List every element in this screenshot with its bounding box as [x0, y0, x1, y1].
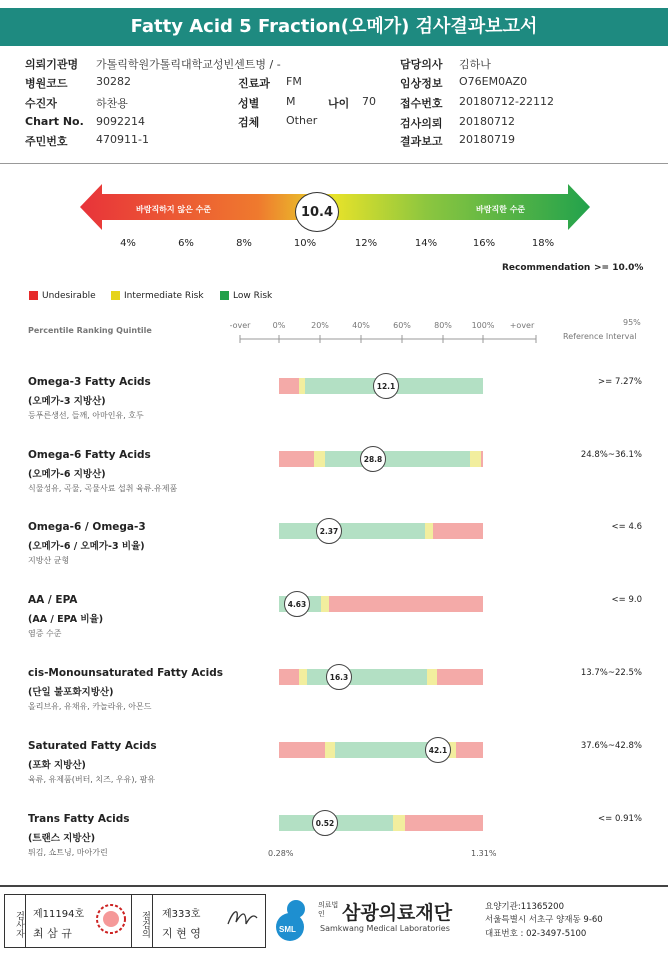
trans-min-label: 0.28%: [268, 849, 294, 858]
report-label: 결과보고: [400, 135, 443, 148]
undesirable-segment: [456, 742, 483, 758]
report-title: Fatty Acid 5 Fraction(오메가) 검사결과보고서: [0, 8, 668, 46]
reference-interval: 37.6%~42.8%: [580, 741, 642, 751]
intermediate-segment: [427, 669, 437, 685]
low-risk-segment: [307, 669, 427, 685]
row-description: 올리브유, 유채유, 카놀라유, 아몬드: [28, 702, 152, 711]
range-bar: [279, 742, 483, 758]
row-name: Saturated Fatty Acids: [28, 740, 157, 752]
reviewer-signature: [224, 904, 260, 934]
tester-label: 검사자: [4, 894, 26, 948]
row-description: 염증 수준: [28, 629, 62, 638]
dept-label: 진료과: [238, 77, 270, 90]
undesirable-segment: [481, 451, 483, 467]
index-tick-label: 6%: [178, 238, 194, 249]
specimen-label: 검체: [238, 116, 260, 129]
recommendation-value: >= 10.0%: [594, 263, 644, 273]
row-name: Trans Fatty Acids: [28, 813, 130, 825]
result-value-marker: 2.37: [316, 518, 342, 544]
undesirable-level-text: 바람직하지 않은 수준: [136, 205, 212, 214]
scale-tick-label: +over: [509, 321, 535, 330]
desirable-level-text: 바람직한 수준: [476, 205, 526, 214]
row-description: 육류, 유제품(버터, 치즈, 우유), 팜유: [28, 775, 156, 784]
row-subtitle: (오메가-3 지방산): [28, 396, 106, 407]
low-risk-segment: [325, 451, 470, 467]
doctor-value: 김하나: [459, 58, 491, 71]
intermediate-segment: [470, 451, 481, 467]
range-bar: [279, 523, 483, 539]
index-tick-label: 8%: [236, 238, 252, 249]
scale-tick-label: 80%: [434, 321, 452, 330]
reference-interval: >= 7.27%: [598, 377, 642, 387]
undesirable-segment: [279, 669, 299, 685]
undesirable-segment: [279, 378, 299, 394]
row-subtitle: (트랜스 지방산): [28, 833, 96, 844]
omega-index-score: 10.4: [295, 192, 339, 232]
scale-tick-label: -over: [229, 321, 251, 330]
reference-interval: <= 9.0: [611, 595, 642, 605]
org-label: 의뢰기관명: [25, 58, 79, 71]
index-tick-label: 18%: [531, 238, 555, 249]
low-risk-legend: Low Risk: [233, 291, 273, 301]
sex-label: 성별: [238, 97, 260, 110]
row-name: cis-Monounsaturated Fatty Acids: [28, 667, 224, 679]
address: 서울특별시 서초구 양재동 9-60: [485, 915, 603, 925]
clinical-value: O76EM0AZ0: [459, 75, 528, 88]
scale-tick-label: 40%: [352, 321, 370, 330]
intermediate-segment: [393, 815, 405, 831]
intermediate-segment: [321, 596, 329, 612]
phone: 대표번호 : 02-3497-5100: [485, 929, 587, 939]
agency-no: 요양기관:11365200: [485, 902, 564, 912]
result-value-marker: 16.3: [326, 664, 352, 690]
result-value-marker: 4.63: [284, 591, 310, 617]
row-subtitle: (단일 불포화지방산): [28, 687, 114, 698]
undesirable-segment: [329, 596, 483, 612]
undesirable-segment: [437, 669, 483, 685]
result-value-marker: 12.1: [373, 373, 399, 399]
chart-value: 9092214: [96, 115, 145, 128]
patient-label: 수진자: [25, 97, 57, 110]
intermediate-segment: [314, 451, 325, 467]
recommendation-label: Recommendation: [502, 263, 591, 273]
scale-tick-label: 20%: [311, 321, 329, 330]
code-value: 30282: [96, 75, 131, 88]
range-bar: [279, 669, 483, 685]
undesirable-segment: [279, 742, 325, 758]
ref-line1: 95%: [623, 318, 641, 327]
index-tick-label: 14%: [414, 238, 438, 249]
low-risk-swatch: [220, 291, 229, 300]
chart-label: Chart No.: [25, 115, 84, 128]
scale-tick-label: 100%: [471, 321, 495, 330]
undesirable-segment: [433, 523, 483, 539]
row-subtitle: (AA / EPA 비율): [28, 614, 104, 625]
intermediate-legend: Intermediate Risk: [124, 291, 204, 301]
request-value: 20180712: [459, 115, 515, 128]
org-name: 삼광의료재단: [342, 902, 453, 924]
result-value-marker: 28.8: [360, 446, 386, 472]
specimen-value: Other: [286, 114, 318, 127]
reference-interval: 13.7%~22.5%: [580, 668, 642, 678]
patient-value: 하찬용: [96, 97, 128, 110]
org-small: 의료법인: [318, 901, 339, 918]
undesirable-swatch: [29, 291, 38, 300]
scale-label: Percentile Ranking Quintile: [28, 326, 152, 335]
reference-interval: 24.8%~36.1%: [580, 450, 642, 460]
request-label: 검사의뢰: [400, 117, 443, 130]
doctor-label: 담당의사: [400, 58, 443, 71]
reviewer-name: 지 현 영: [162, 927, 201, 940]
row-name: Omega-3 Fatty Acids: [28, 376, 151, 388]
intermediate-swatch: [111, 291, 120, 300]
reference-interval: <= 0.91%: [598, 814, 642, 824]
age-value: 70: [362, 95, 376, 108]
result-value-marker: 0.52: [312, 810, 338, 836]
reviewer-no: 제333호: [162, 909, 201, 920]
scale-axis: [238, 335, 538, 343]
undesirable-legend: Undesirable: [42, 291, 96, 301]
scale-tick-label: 60%: [393, 321, 411, 330]
age-label: 나이: [328, 97, 350, 110]
tester-no: 제11194호: [33, 909, 85, 920]
reference-interval: <= 4.6: [611, 522, 642, 532]
range-bar: [279, 815, 483, 831]
sml-logo: [272, 897, 314, 943]
undesirable-segment: [405, 815, 483, 831]
footer-divider: [0, 885, 668, 887]
reviewer-label: 점검의: [131, 894, 153, 948]
id-value: 470911-1: [96, 133, 149, 146]
row-name: AA / EPA: [28, 594, 78, 606]
index-tick-label: 12%: [354, 238, 378, 249]
row-name: Omega-6 Fatty Acids: [28, 449, 151, 461]
row-description: 등푸른생선, 들깨, 아마인유, 호두: [28, 411, 144, 420]
reception-label: 접수번호: [400, 97, 443, 110]
row-subtitle: (포화 지방산): [28, 760, 86, 771]
undesirable-segment: [279, 451, 314, 467]
trans-max-label: 1.31%: [471, 849, 497, 858]
ref-line2: Reference Interval: [563, 332, 637, 341]
id-label: 주민번호: [25, 135, 68, 148]
row-description: 식물성유, 곡물, 곡물사료 섭취 육류.유제품: [28, 484, 178, 493]
scale-tick-label: 0%: [272, 321, 286, 330]
intermediate-segment: [325, 742, 335, 758]
intermediate-segment: [299, 669, 307, 685]
reception-value: 20180712-22112: [459, 95, 554, 108]
tester-name: 최 삼 규: [33, 927, 72, 940]
org-value: 가톨릭학원가톨릭대학교성빈센트병 / -: [96, 58, 281, 71]
row-subtitle: (오메가-6 / 오메가-3 비율): [28, 541, 145, 552]
clinical-label: 임상정보: [400, 77, 443, 90]
index-tick-label: 4%: [120, 238, 136, 249]
row-subtitle: (오메가-6 지방산): [28, 469, 106, 480]
result-value-marker: 42.1: [425, 737, 451, 763]
report-value: 20180719: [459, 133, 515, 146]
row-name: Omega-6 / Omega-3: [28, 521, 146, 533]
row-description: 지방산 균형: [28, 556, 70, 565]
org-english: Samkwang Medical Laboratories: [320, 924, 450, 933]
index-tick-label: 10%: [293, 238, 317, 249]
sex-value: M: [286, 95, 296, 108]
index-tick-label: 16%: [472, 238, 496, 249]
info-divider: [0, 163, 668, 164]
row-description: 튀김, 쇼트닝, 마아가린: [28, 848, 108, 857]
low-risk-segment: [279, 523, 425, 539]
tester-seal: [95, 902, 127, 936]
sml-logo-text: SML: [279, 925, 296, 934]
code-label: 병원코드: [25, 77, 68, 90]
dept-value: FM: [286, 75, 302, 88]
intermediate-segment: [425, 523, 433, 539]
